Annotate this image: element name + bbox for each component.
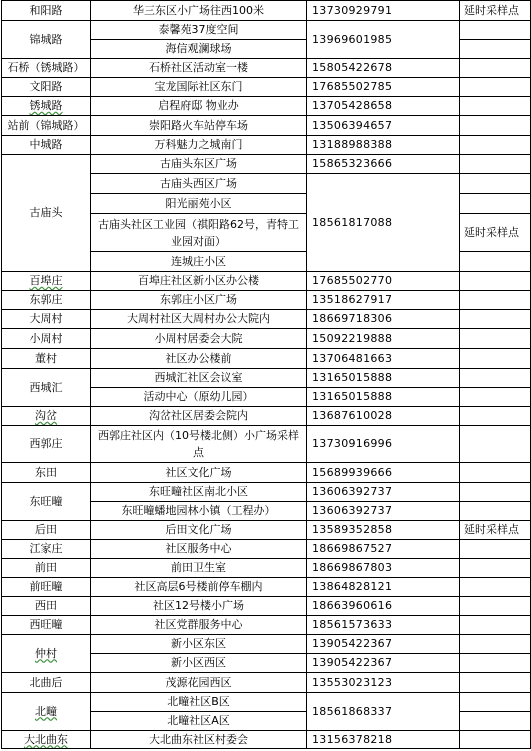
note-cell <box>460 578 531 597</box>
table-row <box>2 21 531 40</box>
table-row <box>2 97 531 116</box>
note-cell <box>460 329 531 349</box>
note-cell <box>460 731 531 749</box>
address-cell: 大周村社区大周村办公大院内 <box>91 310 307 329</box>
table-row <box>2 116 531 136</box>
table-row <box>2 540 531 559</box>
table-row <box>2 559 531 578</box>
address-cell: 社区文化广场 <box>91 463 307 483</box>
address-cell: 东旺疃社区南北小区 <box>91 483 307 502</box>
table-row <box>2 616 531 635</box>
note-cell <box>460 40 531 59</box>
table-row <box>2 1 531 21</box>
note-cell <box>460 673 531 693</box>
table-row <box>2 597 531 616</box>
address-cell: 社区12号楼小广场 <box>91 597 307 616</box>
note-cell <box>460 597 531 616</box>
area-cell: 西郭庄 <box>2 426 91 463</box>
note-cell <box>460 116 531 136</box>
table-row <box>2 426 531 463</box>
area-cell: 大北曲东 <box>2 731 91 749</box>
area-cell: 小周村 <box>2 329 91 349</box>
phone-cell: 15865323666 <box>307 155 460 174</box>
address-cell: 后田文化广场 <box>91 521 307 540</box>
address-cell: 西郭庄社区内（10号楼北侧）小广场采样点 <box>91 426 307 463</box>
phone-cell: 18663960616 <box>307 597 460 616</box>
phone-cell: 13687610028 <box>307 407 460 426</box>
phone-cell: 17685502770 <box>307 272 460 291</box>
table-row <box>2 155 531 174</box>
table-row <box>2 136 531 155</box>
phone-cell: 18561573633 <box>307 616 460 635</box>
area-cell: 仲村 <box>2 635 91 673</box>
table-row <box>2 483 531 502</box>
address-cell: 东旺疃蟠地园林小镇（工程办） <box>91 502 307 521</box>
note-cell <box>460 310 531 329</box>
phone-cell: 13905422367 <box>307 654 460 673</box>
phone-cell: 13589352858 <box>307 521 460 540</box>
phone-cell: 18669718306 <box>307 310 460 329</box>
phone-cell: 13553023123 <box>307 673 460 693</box>
note-cell <box>460 291 531 310</box>
phone-cell: 13506394657 <box>307 116 460 136</box>
address-cell: 宝龙国际社区东门 <box>91 78 307 97</box>
note-cell <box>460 502 531 521</box>
table-row <box>2 272 531 291</box>
area-cell: 中城路 <box>2 136 91 155</box>
note-cell <box>460 559 531 578</box>
address-cell: 社区服务中心 <box>91 540 307 559</box>
address-cell: 崇阳路火车站停车场 <box>91 116 307 136</box>
area-cell: 董村 <box>2 349 91 369</box>
phone-cell: 13518627917 <box>307 291 460 310</box>
note-cell: 延时采样点 <box>460 1 531 21</box>
address-cell: 茂源花园西区 <box>91 673 307 693</box>
note-cell: 延时采样点 <box>460 521 531 540</box>
area-cell: 古庙头 <box>2 155 91 272</box>
address-cell: 石桥社区活动室一楼 <box>91 59 307 78</box>
address-cell: 新小区西区 <box>91 654 307 673</box>
area-cell: 大周村 <box>2 310 91 329</box>
area-cell: 和阳路 <box>2 1 91 21</box>
note-cell <box>460 388 531 407</box>
address-cell: 百埠庄社区新小区办公楼 <box>91 272 307 291</box>
note-cell <box>460 349 531 369</box>
table-row <box>2 291 531 310</box>
area-cell: 文阳路 <box>2 78 91 97</box>
note-cell <box>460 21 531 40</box>
phone-cell: 13705428658 <box>307 97 460 116</box>
area-cell: 石桥（锈城路） <box>2 59 91 78</box>
address-cell: 前田卫生室 <box>91 559 307 578</box>
phone-cell: 18561868337 <box>307 693 460 731</box>
table-row <box>2 407 531 426</box>
address-cell: 古庙头西区广场 <box>91 174 307 194</box>
phone-cell: 13706481663 <box>307 349 460 369</box>
phone-cell: 13606392737 <box>307 483 460 502</box>
phone-cell: 13864828121 <box>307 578 460 597</box>
note-cell <box>460 136 531 155</box>
area-cell: 北疃 <box>2 693 91 731</box>
note-cell <box>460 78 531 97</box>
area-cell: 沟岔 <box>2 407 91 426</box>
phone-cell: 15689939666 <box>307 463 460 483</box>
phone-cell: 13606392737 <box>307 502 460 521</box>
note-cell <box>460 483 531 502</box>
phone-cell: 18561817088 <box>307 174 460 272</box>
table-row <box>2 578 531 597</box>
address-cell: 连城庄小区 <box>91 252 307 272</box>
address-cell: 古庙头东区广场 <box>91 155 307 174</box>
address-cell: 社区高层6号楼前停车棚内 <box>91 578 307 597</box>
area-cell: 东郭庄 <box>2 291 91 310</box>
phone-cell: 13156378218 <box>307 731 460 749</box>
table-row <box>2 59 531 78</box>
address-cell: 阳光丽苑小区 <box>91 194 307 214</box>
note-cell <box>460 369 531 388</box>
area-cell: 西城汇 <box>2 369 91 407</box>
table-row <box>2 463 531 483</box>
area-cell: 后田 <box>2 521 91 540</box>
address-cell: 活动中心（原幼儿园） <box>91 388 307 407</box>
phone-cell: 17685502785 <box>307 78 460 97</box>
note-cell <box>460 407 531 426</box>
address-cell: 社区党群服务中心 <box>91 616 307 635</box>
note-cell <box>460 654 531 673</box>
area-cell: 西旺疃 <box>2 616 91 635</box>
area-cell: 站前（锦城路） <box>2 116 91 136</box>
address-cell: 新小区东区 <box>91 635 307 654</box>
phone-cell: 13969601985 <box>307 21 460 59</box>
note-cell <box>460 635 531 654</box>
table-row <box>2 693 531 712</box>
table-row <box>2 731 531 749</box>
address-cell: 社区办公楼前 <box>91 349 307 369</box>
address-cell: 古庙头社区工业园（祺阳路62号，青特工业园对面） <box>91 214 307 252</box>
table-row <box>2 521 531 540</box>
address-cell: 小周村居委会大院 <box>91 329 307 349</box>
table-row <box>2 329 531 349</box>
table-row <box>2 635 531 654</box>
area-cell: 东田 <box>2 463 91 483</box>
note-cell <box>460 155 531 174</box>
note-cell <box>460 712 531 731</box>
note-cell <box>460 272 531 291</box>
area-cell: 西田 <box>2 597 91 616</box>
note-cell <box>460 693 531 712</box>
address-cell: 沟岔社区居委会院内 <box>91 407 307 426</box>
phone-cell: 15805422678 <box>307 59 460 78</box>
sampling-points-table <box>1 0 531 749</box>
address-cell: 大北曲东社区村委会 <box>91 731 307 749</box>
area-cell: 东旺疃 <box>2 483 91 521</box>
note-cell: 延时采样点 <box>460 214 531 252</box>
note-cell <box>460 97 531 116</box>
phone-cell: 18669867527 <box>307 540 460 559</box>
phone-cell: 13188988388 <box>307 136 460 155</box>
address-cell: 启程府邸 物业办 <box>91 97 307 116</box>
phone-cell: 13165015888 <box>307 369 460 388</box>
table-row <box>2 78 531 97</box>
note-cell <box>460 252 531 272</box>
address-cell: 北疃社区B区 <box>91 693 307 712</box>
area-cell: 前旺疃 <box>2 578 91 597</box>
address-cell: 海信观澜球场 <box>91 40 307 59</box>
note-cell <box>460 194 531 214</box>
table-row <box>2 369 531 388</box>
phone-cell: 13730929791 <box>307 1 460 21</box>
phone-cell: 18669867803 <box>307 559 460 578</box>
address-cell: 北疃社区A区 <box>91 712 307 731</box>
phone-cell: 15092219888 <box>307 329 460 349</box>
note-cell <box>460 59 531 78</box>
note-cell <box>460 540 531 559</box>
address-cell: 万科魅力之城南门 <box>91 136 307 155</box>
area-cell: 百埠庄 <box>2 272 91 291</box>
area-cell: 锈城路 <box>2 97 91 116</box>
note-cell <box>460 174 531 194</box>
phone-cell: 13905422367 <box>307 635 460 654</box>
address-cell: 西城汇社区会议室 <box>91 369 307 388</box>
table-row <box>2 673 531 693</box>
address-cell: 泰馨苑37度空间 <box>91 21 307 40</box>
address-cell: 东郭庄小区广场 <box>91 291 307 310</box>
note-cell <box>460 463 531 483</box>
table-row <box>2 310 531 329</box>
phone-cell: 13730916996 <box>307 426 460 463</box>
note-cell <box>460 426 531 463</box>
table-row <box>2 349 531 369</box>
note-cell <box>460 616 531 635</box>
area-cell: 江家庄 <box>2 540 91 559</box>
area-cell: 北曲后 <box>2 673 91 693</box>
area-cell: 锦城路 <box>2 21 91 59</box>
phone-cell: 13165015888 <box>307 388 460 407</box>
area-cell: 前田 <box>2 559 91 578</box>
address-cell: 华三东区小广场往西100米 <box>91 1 307 21</box>
